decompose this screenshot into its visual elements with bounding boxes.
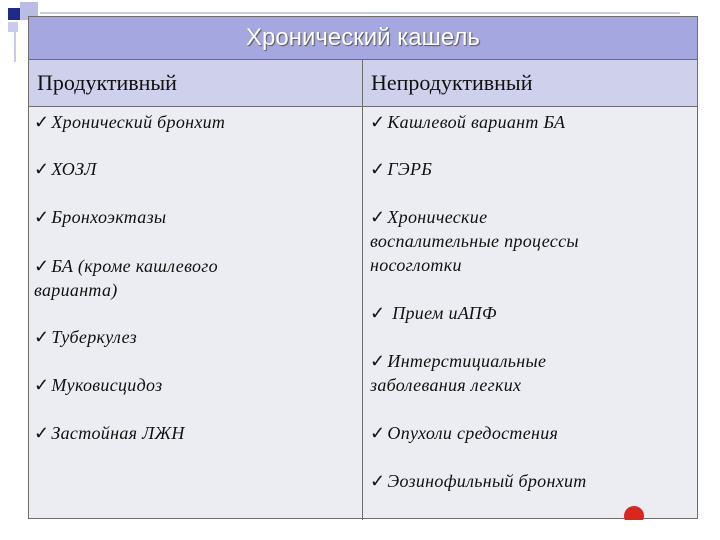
body-row bbox=[29, 107, 697, 520]
list-item-continuation: варианта) bbox=[34, 280, 118, 300]
check-icon: ✓ bbox=[370, 112, 386, 132]
decor-red-circle bbox=[624, 506, 644, 526]
header-productive: Продуктивный bbox=[29, 60, 363, 106]
check-icon: ✓ bbox=[34, 207, 50, 227]
list-item: ✓ Хронический бронхит bbox=[34, 112, 226, 132]
list-item-continuation: носоглотки bbox=[370, 255, 462, 275]
list-item: ✓ Туберкулез bbox=[34, 327, 137, 347]
check-icon: ✓ bbox=[34, 159, 50, 179]
check-icon: ✓ bbox=[34, 375, 50, 395]
check-icon: ✓ bbox=[34, 327, 50, 347]
decor-square-small bbox=[8, 22, 18, 32]
list-item: ✓ Застойная ЛЖН bbox=[34, 423, 185, 443]
check-icon: ✓ bbox=[370, 423, 386, 443]
list-item: ✓ Интерстициальные bbox=[370, 351, 547, 371]
check-icon: ✓ bbox=[34, 423, 50, 443]
check-icon: ✓ bbox=[370, 303, 386, 323]
decor-line-horizontal bbox=[40, 12, 680, 14]
list-item: ✓ Муковисцидоз bbox=[34, 375, 163, 395]
decor-square-dark bbox=[8, 8, 20, 20]
list-item: ✓ Эозинофильный бронхит bbox=[370, 471, 587, 491]
check-icon: ✓ bbox=[370, 351, 386, 371]
list-item: ✓ Кашлевой вариант БА bbox=[370, 112, 566, 132]
table-title: Хронический кашель bbox=[29, 17, 697, 60]
list-item: ✓ Опухоли средостения bbox=[370, 423, 559, 443]
check-icon: ✓ bbox=[370, 471, 386, 491]
decor-line-vertical bbox=[14, 32, 16, 62]
list-item: ✓ ГЭРБ bbox=[370, 159, 433, 179]
list-item: ✓ Хронические bbox=[370, 207, 488, 227]
check-icon: ✓ bbox=[34, 256, 50, 276]
list-item-continuation: воспалительные процессы bbox=[370, 231, 579, 251]
header-nonproductive: Непродуктивный bbox=[371, 70, 533, 95]
list-item-continuation: заболевания легких bbox=[370, 375, 522, 395]
list-item: ✓ БА (кроме кашлевого bbox=[34, 256, 218, 276]
check-icon: ✓ bbox=[34, 112, 50, 132]
header-row bbox=[29, 60, 697, 107]
check-icon: ✓ bbox=[370, 207, 386, 227]
list-item: ✓ Бронхоэктазы bbox=[34, 207, 167, 227]
list-item: ✓ Прием иАПФ bbox=[370, 303, 497, 323]
check-icon: ✓ bbox=[370, 159, 386, 179]
list-item: ✓ ХОЗЛ bbox=[34, 159, 97, 179]
